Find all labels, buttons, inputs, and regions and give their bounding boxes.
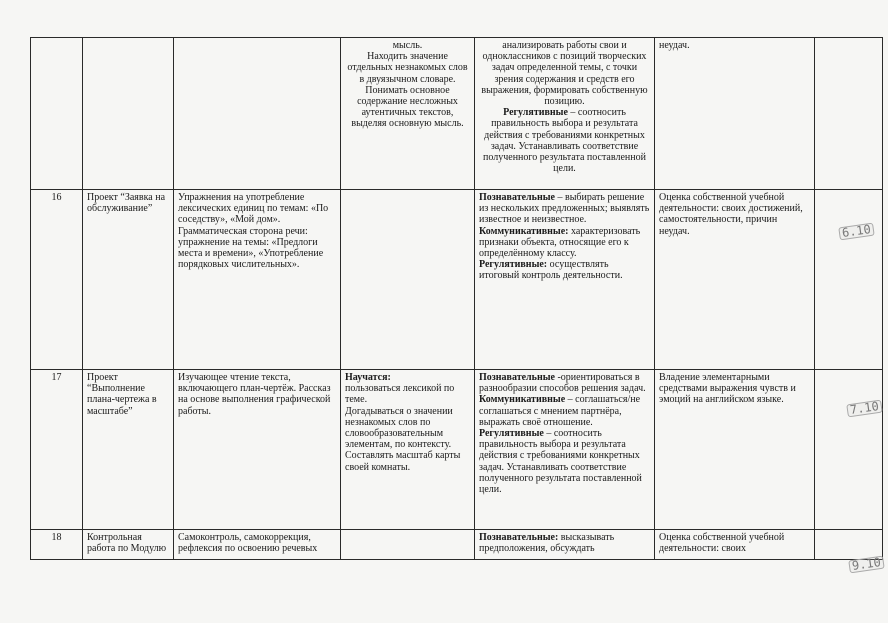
uud-item <box>479 372 650 394</box>
row-number <box>31 38 83 190</box>
mark-cell <box>815 530 883 573</box>
row-number: 17 <box>31 370 83 530</box>
uud-item <box>479 192 650 226</box>
uud-text: – выбирать решение из нескольких предложенных; выявлять известное и неизвестное. <box>479 192 650 226</box>
uud-item <box>479 394 650 428</box>
uud-text: – соотносить правильность выбора и результата действия с требованиями конкретных задач. Устанавливать соответствие полученного результата поставленной цели. <box>483 107 646 175</box>
handwritten-date-mark: 7.10 <box>846 399 882 417</box>
uud-text: – соглашаться/не соглашаться с мнением партнёра, выражать своё отношение. <box>479 394 641 428</box>
uud-text: осуществлять итоговый контроль деятельности. <box>479 259 623 282</box>
personal-results-cell: неудач. <box>655 38 815 190</box>
uud-text: -ориентироваться в разнообразии способов решения задач. <box>479 372 646 395</box>
uud-label: Регулятивные <box>479 428 544 440</box>
personal-results-cell: Оценка собственной учебной деятельности: своих достижений, самостоятельности, причин неудач. <box>655 190 815 370</box>
topic-cell <box>83 38 174 190</box>
uud-cell <box>475 370 655 530</box>
uud-label: Познавательные: <box>479 532 559 543</box>
activities-cell: Самоконтроль, самокоррекция, рефлексия по освоению речевых <box>174 530 341 560</box>
uud-label: Познавательные <box>479 372 555 383</box>
uud-item <box>479 532 650 554</box>
subject-heading: Научатся: <box>345 372 391 383</box>
uud-item <box>479 226 650 260</box>
uud-label: Регулятивные <box>503 107 568 119</box>
subject-text: пользоваться лексикой по теме. Догадываться о значении незнакомых слов по словообразовательным элементам, по контексту. Составлять масштаб карты своей комнаты. <box>345 383 461 473</box>
uud-text: высказывать предположения, обсуждать <box>479 532 615 555</box>
uud-text: анализировать работы свои и одноклассников с позиций творческих задач определенной темы, с точки зрения содержания и средств его выражения, формировать собственную позицию. <box>481 40 648 108</box>
activities-cell: Изучающее чтение текста, включающего план-чертёж. Рассказ на основе выполнения графической работы. <box>174 370 341 530</box>
mark-cell <box>815 370 883 530</box>
uud-cell <box>475 190 655 370</box>
topic-cell: Проект “Заявка на обслуживание” <box>83 190 174 370</box>
subject-results-cell <box>341 190 475 370</box>
subject-results-cell: мысль. Находить значение отдельных незнакомых слов в двуязычном словаре. Понимать основное содержание несложных аутентичных текстов, выделяя основную мысль. <box>341 38 475 190</box>
table-row <box>31 190 883 370</box>
mark-cell <box>815 38 883 190</box>
uud-text: характеризовать признаки объекта, относящие его к определённому классу. <box>479 225 641 260</box>
uud-text: – соотносить правильность выбора и результата действия с требованиями конкретных задач. Устанавливать соответствие полученного результата поставленной цели. <box>479 428 642 496</box>
row-number: 16 <box>31 190 83 370</box>
uud-label: Познавательные <box>479 192 555 203</box>
uud-label: Коммуникативные: <box>479 225 569 237</box>
row-number: 18 <box>31 530 83 560</box>
table-row <box>31 530 883 560</box>
activities-cell <box>174 38 341 190</box>
subject-results-cell <box>341 370 475 530</box>
handwritten-date-mark: 6.10 <box>838 222 874 240</box>
uud-cell <box>475 530 655 560</box>
uud-label: Регулятивные: <box>479 259 548 271</box>
uud-item <box>479 107 650 174</box>
table-row <box>31 370 883 530</box>
personal-results-cell: Владение элементарными средствами выражения чувств и эмоций на английском языке. <box>655 370 815 530</box>
personal-results-cell: Оценка собственной учебной деятельности: своих <box>655 530 815 560</box>
table-row <box>31 38 883 190</box>
uud-label: Коммуникативные <box>479 394 566 406</box>
subject-results-cell <box>341 530 475 560</box>
uud-cell <box>475 38 655 190</box>
topic-cell: Контрольная работа по Модулю <box>83 530 174 560</box>
handwritten-date-mark: 9.10 <box>848 555 883 559</box>
lesson-plan-table <box>30 37 883 573</box>
topic-cell: Проект “Выполнение плана-чертежа в масштабе” <box>83 370 174 530</box>
uud-item <box>479 428 650 495</box>
mark-cell <box>815 190 883 370</box>
uud-item <box>479 259 650 281</box>
activities-cell: Упражнения на употребление лексических единиц по темам: «По соседству», «Мой дом». Грамматическая сторона речи: упражнение на темы: «Предлоги места и времени», «Употребление порядковых числительных». <box>174 190 341 370</box>
